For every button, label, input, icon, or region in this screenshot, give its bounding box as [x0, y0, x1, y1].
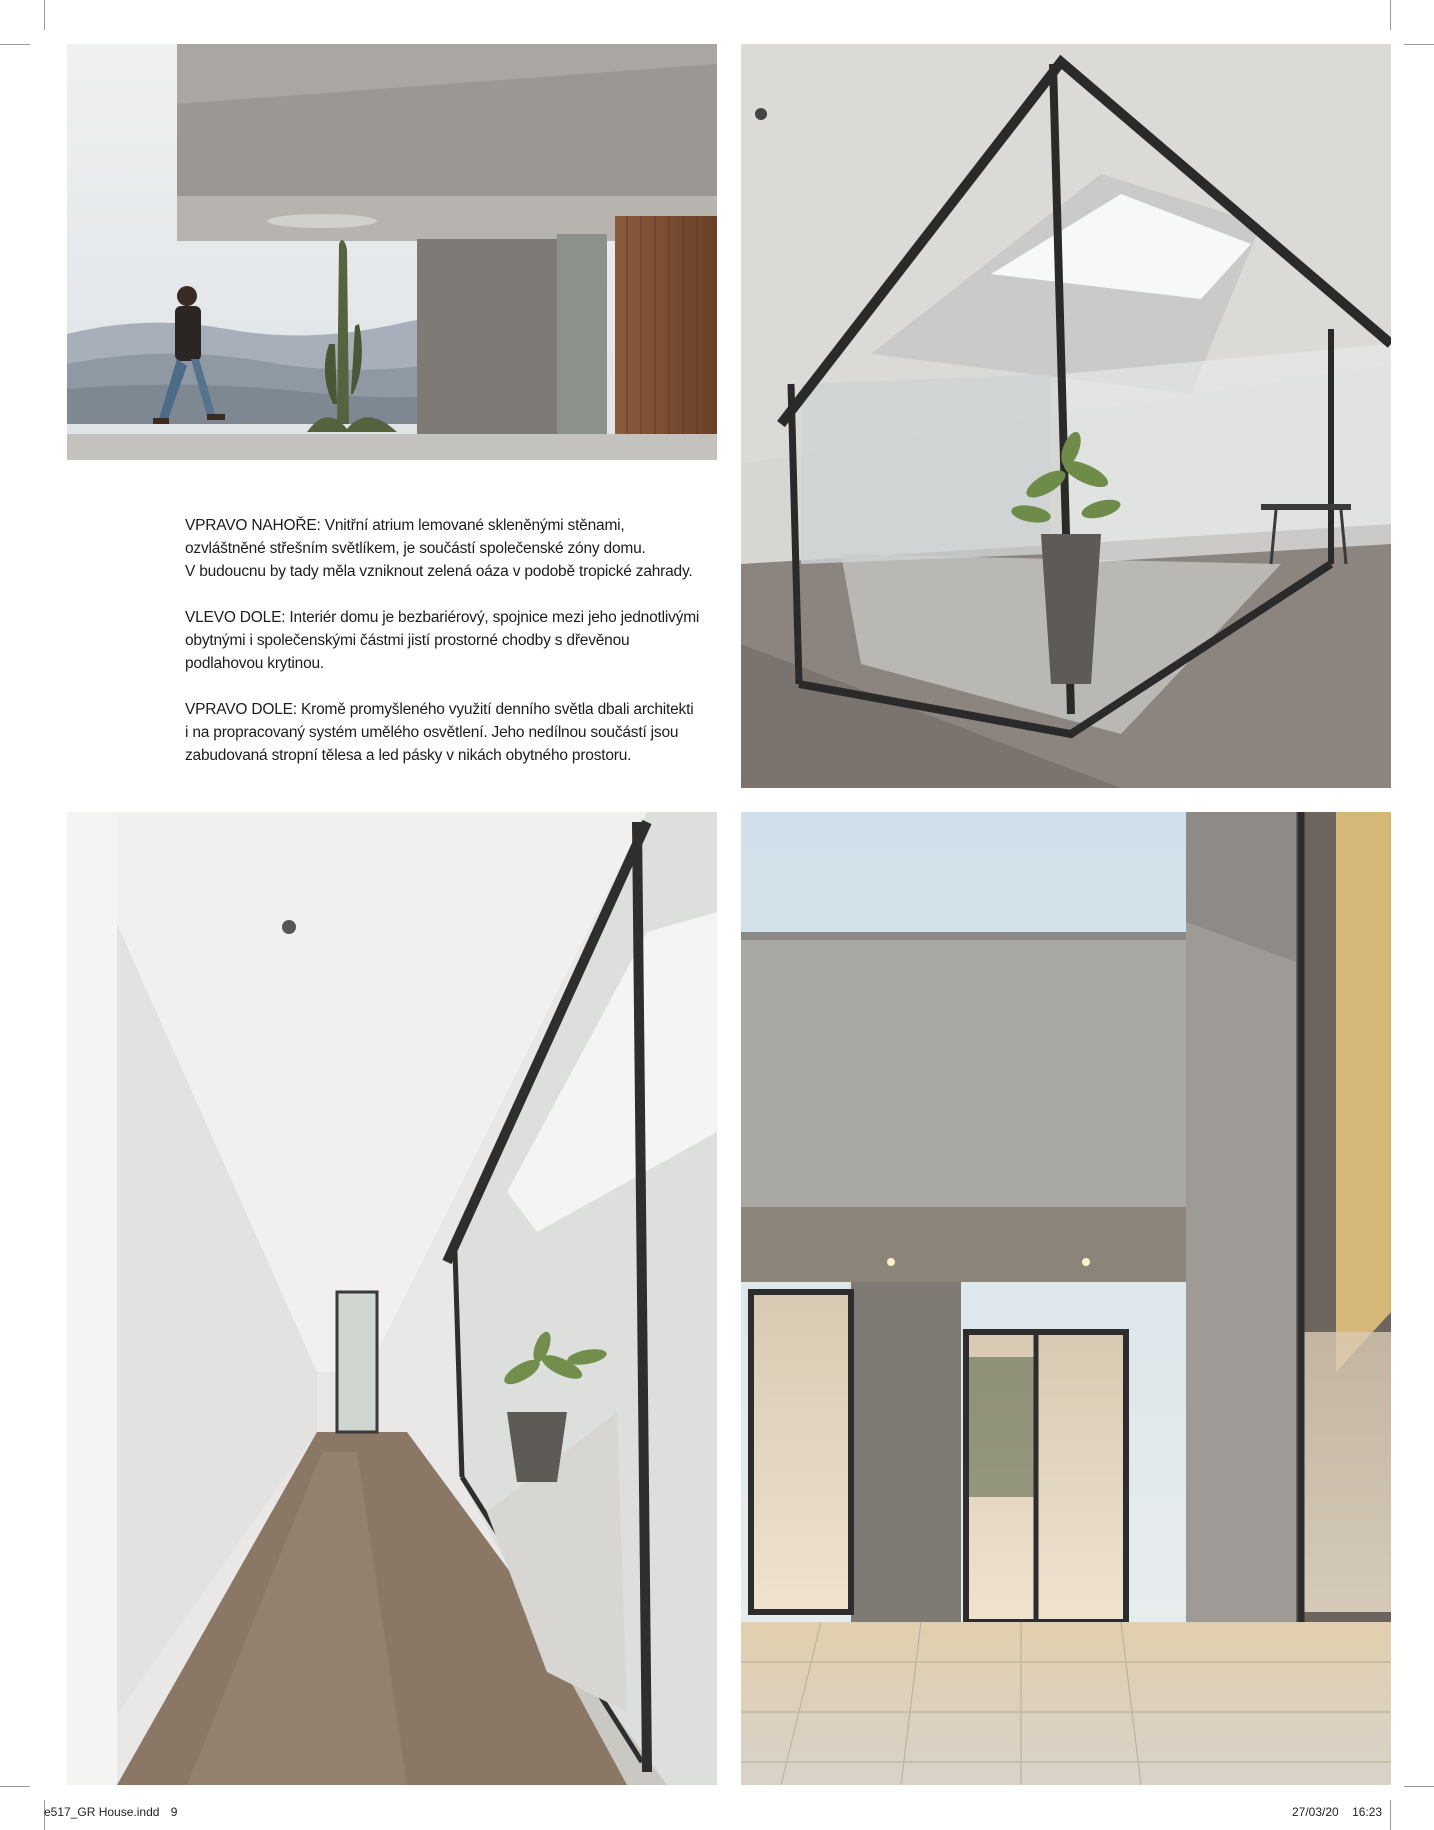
crop-mark [1404, 1786, 1434, 1787]
crop-mark [0, 44, 30, 45]
caption-bottom-left [185, 606, 705, 675]
crop-mark [1390, 0, 1391, 30]
footer-timestamp [1292, 1805, 1382, 1819]
crop-mark [0, 1786, 30, 1787]
footer-time: 16:23 [1352, 1805, 1383, 1819]
footer-date: 27/03/20 [1292, 1805, 1339, 1819]
photo-captions [185, 514, 705, 790]
footer-file-info [44, 1805, 177, 1819]
caption-label: VPRAVO NAHOŘE: [185, 517, 321, 534]
exterior-terrace-photo [67, 44, 717, 460]
caption-label: VLEVO DOLE: [185, 609, 286, 626]
caption-label: VPRAVO DOLE: [185, 701, 297, 718]
caption-top-right [185, 514, 705, 583]
courtyard-evening-photo [741, 812, 1391, 1785]
crop-mark [1404, 44, 1434, 45]
caption-text: Vnitřní atrium lemované skleněnými stěnami, ozvláštněné střešním světlíkem, je součástí společenské zóny domu. V budoucnu by tady měla vzniknout zelená oáza v podobě tropické zahrady. [185, 517, 693, 580]
caption-bottom-right [185, 698, 705, 767]
footer-page-number: 9 [170, 1805, 178, 1819]
caption-text: Kromě promyšleného využití denního světla dbali architekti i na propracovaný systém umělého osvětlení. Jeho nedílnou součástí jsou zabudovaná stropní tělesa a led pásky v nikách obytného prostoru. [185, 701, 694, 764]
footer-filename: e517_GR House.indd [44, 1805, 160, 1819]
crop-mark [1390, 1800, 1391, 1830]
corridor-photo [67, 812, 717, 1785]
caption-text: Interiér domu je bezbariérový, spojnice mezi jeho jednotlivými obytnými i společenskými částmi jistí prostorné chodby s dřevěnou podlahovou krytinou. [185, 609, 700, 672]
atrium-glass-corner-photo [741, 44, 1391, 788]
crop-mark [44, 0, 45, 30]
